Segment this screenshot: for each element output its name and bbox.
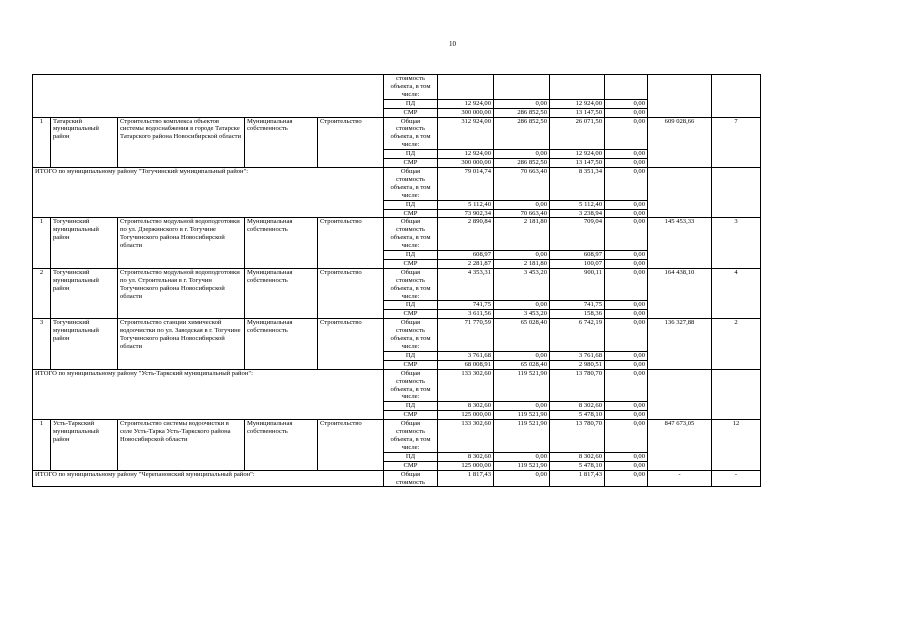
pd-value: 8 302,60 (550, 402, 605, 411)
district-cell: Татарский муниципальный район (51, 117, 118, 167)
rank-cell: 7 (712, 117, 761, 167)
general-value: 119 521,90 (494, 369, 550, 402)
rank-cell: 3 (712, 218, 761, 268)
smr-value: 0,00 (605, 360, 648, 369)
capacity-cell (648, 369, 712, 419)
pd-label: ПД (384, 402, 438, 411)
investment-table (32, 74, 761, 487)
row-number: 1 (33, 218, 51, 268)
capacity-cell (648, 75, 712, 118)
general-value: 0,00 (605, 369, 648, 402)
total-label: ИТОГО по муниципальному району "Черепановский муниципальный район": (33, 470, 384, 487)
pd-value: 608,97 (550, 251, 605, 260)
smr-value: 0,00 (605, 259, 648, 268)
table-body (33, 75, 761, 487)
smr-label: СМР (384, 108, 438, 117)
general-value: 0,00 (605, 167, 648, 200)
ownership-cell: Муниципальная собственность (245, 319, 318, 369)
pd-value: 0,00 (494, 99, 550, 108)
total-row (33, 369, 761, 402)
table-row (33, 268, 761, 301)
work-type-cell: Строительство (318, 420, 384, 470)
pd-value: 5 112,40 (550, 200, 605, 209)
smr-value: 119 521,90 (494, 461, 550, 470)
smr-value: 286 852,50 (494, 108, 550, 117)
work-type-cell: Строительство (318, 268, 384, 318)
district-cell: Усть-Таркский муниципальный район (51, 420, 118, 470)
rank-cell (712, 167, 761, 217)
continued-cell (33, 75, 384, 118)
general-value: 0,00 (494, 470, 550, 487)
smr-value: 300 000,00 (438, 159, 494, 168)
rank-cell: 4 (712, 268, 761, 318)
pd-value: 12 924,00 (438, 99, 494, 108)
smr-value: 3 611,56 (438, 310, 494, 319)
capacity-cell: 164 438,10 (648, 268, 712, 318)
table-row (33, 75, 761, 100)
general-value (550, 75, 605, 100)
object-name-cell: Строительство станции химической водоочистки по ул. Заводская в г. Тогучине Тогучинского района Новосибирской области (118, 319, 245, 369)
pd-value: 0,00 (605, 452, 648, 461)
general-value: 3 453,20 (494, 268, 550, 301)
smr-value: 300 000,00 (438, 108, 494, 117)
general-value: 286 852,50 (494, 117, 550, 150)
general-value: 8 351,34 (550, 167, 605, 200)
general-value: 79 014,74 (438, 167, 494, 200)
row-number: 1 (33, 117, 51, 167)
rank-cell: 12 (712, 420, 761, 470)
pd-label: ПД (384, 452, 438, 461)
cost-label: Общая стоимость объекта, в том числе: (384, 218, 438, 251)
general-value: 0,00 (605, 117, 648, 150)
total-row (33, 470, 761, 487)
smr-label: СМР (384, 360, 438, 369)
pd-label: ПД (384, 200, 438, 209)
pd-value: 3 761,68 (438, 351, 494, 360)
pd-value: 741,75 (438, 301, 494, 310)
row-number: 1 (33, 420, 51, 470)
pd-value: 0,00 (605, 402, 648, 411)
cost-label: Общая стоимость объекта, в том числе: (384, 319, 438, 352)
table-row (33, 420, 761, 453)
object-name-cell: Строительство комплекса объектов системы водоснабжения в городе Татарске Татарского района Новосибирской области (118, 117, 245, 167)
general-value: 13 780,70 (550, 369, 605, 402)
pd-value: 741,75 (550, 301, 605, 310)
smr-value: 68 008,91 (438, 360, 494, 369)
general-value (438, 75, 494, 100)
rank-cell (712, 75, 761, 118)
general-value: 0,00 (605, 470, 648, 487)
pd-value: 5 112,40 (438, 200, 494, 209)
pd-value: 0,00 (494, 251, 550, 260)
rank-cell (712, 369, 761, 419)
object-name-cell: Строительство модульной водоподготовки по ул. Дзержинского в г. Тогучине Тогучинского района Новосибирской области (118, 218, 245, 268)
capacity-cell: 145 453,33 (648, 218, 712, 268)
object-name-cell: Строительство системы водоочистки в селе Усть-Тарка Усть-Таркского района Новосибирской области (118, 420, 245, 470)
smr-value: 65 028,40 (494, 360, 550, 369)
general-value: 1 817,43 (550, 470, 605, 487)
general-value: 133 302,60 (438, 420, 494, 453)
smr-value: 286 852,50 (494, 159, 550, 168)
ownership-cell: Муниципальная собственность (245, 218, 318, 268)
pd-value: 8 302,60 (438, 452, 494, 461)
total-label: ИТОГО по муниципальному району "Усть-Таркский муниципальный район": (33, 369, 384, 419)
smr-value: 2 181,80 (494, 259, 550, 268)
general-value: 71 770,59 (438, 319, 494, 352)
pd-value: 0,00 (605, 251, 648, 260)
general-value: 133 302,60 (438, 369, 494, 402)
district-cell: Тогучинский муниципальный район (51, 268, 118, 318)
general-value: 709,04 (550, 218, 605, 251)
smr-value: 100,07 (550, 259, 605, 268)
general-value: 0,00 (605, 218, 648, 251)
capacity-cell: 847 673,05 (648, 420, 712, 470)
smr-value: 0,00 (605, 461, 648, 470)
capacity-cell: 609 028,66 (648, 117, 712, 167)
work-type-cell: Строительство (318, 218, 384, 268)
smr-value: 0,00 (605, 310, 648, 319)
general-value (605, 75, 648, 100)
smr-value: 125 000,00 (438, 461, 494, 470)
smr-value: 5 478,10 (550, 411, 605, 420)
total-row (33, 167, 761, 200)
work-type-cell: Строительство (318, 117, 384, 167)
general-value: 4 353,31 (438, 268, 494, 301)
smr-value: 0,00 (605, 411, 648, 420)
general-value: - (712, 470, 761, 487)
pd-label: ПД (384, 99, 438, 108)
district-cell: Тогучинский муниципальный район (51, 218, 118, 268)
cost-label: Общая стоимость объекта, в том числе: (384, 117, 438, 150)
smr-value: 2 980,51 (550, 360, 605, 369)
pd-value: 3 761,68 (550, 351, 605, 360)
pd-value: 608,97 (438, 251, 494, 260)
ownership-cell: Муниципальная собственность (245, 268, 318, 318)
pd-value: 0,00 (494, 452, 550, 461)
pd-label: ПД (384, 251, 438, 260)
general-value: 26 071,50 (550, 117, 605, 150)
general-value: - (648, 470, 712, 487)
pd-value: 0,00 (605, 200, 648, 209)
smr-value: 125 000,00 (438, 411, 494, 420)
cost-label: Общая стоимость (384, 470, 438, 487)
general-value: 2 181,80 (494, 218, 550, 251)
pd-value: 8 302,60 (550, 452, 605, 461)
pd-label: ПД (384, 351, 438, 360)
cost-label: Общая стоимость объекта, в том числе: (384, 167, 438, 200)
smr-value: 13 147,50 (550, 108, 605, 117)
ownership-cell: Муниципальная собственность (245, 420, 318, 470)
ownership-cell: Муниципальная собственность (245, 117, 318, 167)
general-value: 0,00 (605, 420, 648, 453)
smr-value: 2 281,87 (438, 259, 494, 268)
total-label: ИТОГО по муниципальному району "Тогучинский муниципальный район": (33, 167, 384, 217)
smr-label: СМР (384, 310, 438, 319)
table-row (33, 117, 761, 150)
smr-value: 3 238,94 (550, 209, 605, 218)
smr-value: 0,00 (605, 209, 648, 218)
general-value: 0,00 (605, 268, 648, 301)
capacity-cell: 136 327,88 (648, 319, 712, 369)
smr-value: 0,00 (605, 108, 648, 117)
pd-label: ПД (384, 301, 438, 310)
page-number: 10 (449, 40, 456, 48)
pd-value: 0,00 (494, 150, 550, 159)
pd-value: 0,00 (494, 351, 550, 360)
general-value: 1 817,43 (438, 470, 494, 487)
general-value: 2 890,84 (438, 218, 494, 251)
pd-value: 0,00 (494, 402, 550, 411)
pd-value: 0,00 (605, 150, 648, 159)
object-name-cell: Строительство модульной водоподготовки по ул. Строительная в г. Тогучин Тогучинского района Новосибирской области (118, 268, 245, 318)
pd-value: 12 924,00 (438, 150, 494, 159)
pd-value: 0,00 (494, 301, 550, 310)
pd-value: 12 924,00 (550, 99, 605, 108)
row-number: 3 (33, 319, 51, 369)
cost-label: Общая стоимость объекта, в том числе: (384, 369, 438, 402)
general-value: 65 028,40 (494, 319, 550, 352)
smr-label: СМР (384, 259, 438, 268)
smr-label: СМР (384, 461, 438, 470)
general-value: 312 924,00 (438, 117, 494, 150)
cost-label: Общая стоимость объекта, в том числе: (384, 420, 438, 453)
table-row (33, 218, 761, 251)
pd-value: 8 302,60 (438, 402, 494, 411)
general-value (494, 75, 550, 100)
smr-label: СМР (384, 159, 438, 168)
smr-label: СМР (384, 411, 438, 420)
pd-value: 0,00 (605, 351, 648, 360)
pd-value: 0,00 (605, 99, 648, 108)
district-cell: Тогучинский муниципальный район (51, 319, 118, 369)
smr-label: СМР (384, 209, 438, 218)
pd-label: ПД (384, 150, 438, 159)
general-value: 119 521,90 (494, 420, 550, 453)
general-value: 900,11 (550, 268, 605, 301)
general-value: 6 742,19 (550, 319, 605, 352)
smr-value: 158,36 (550, 310, 605, 319)
smr-value: 70 663,40 (494, 209, 550, 218)
smr-value: 119 521,90 (494, 411, 550, 420)
general-value: 13 780,70 (550, 420, 605, 453)
smr-value: 13 147,50 (550, 159, 605, 168)
pd-value: 0,00 (494, 200, 550, 209)
smr-value: 3 453,20 (494, 310, 550, 319)
smr-value: 0,00 (605, 159, 648, 168)
smr-value: 5 478,10 (550, 461, 605, 470)
capacity-cell (648, 167, 712, 217)
rank-cell: 2 (712, 319, 761, 369)
cost-label: стоимость объекта, в том числе: (384, 75, 438, 100)
cost-label: Общая стоимость объекта, в том числе: (384, 268, 438, 301)
general-value: 70 663,40 (494, 167, 550, 200)
table-row (33, 319, 761, 352)
work-type-cell: Строительство (318, 319, 384, 369)
pd-value: 0,00 (605, 301, 648, 310)
row-number: 2 (33, 268, 51, 318)
general-value: 0,00 (605, 319, 648, 352)
smr-value: 73 902,34 (438, 209, 494, 218)
pd-value: 12 924,00 (550, 150, 605, 159)
